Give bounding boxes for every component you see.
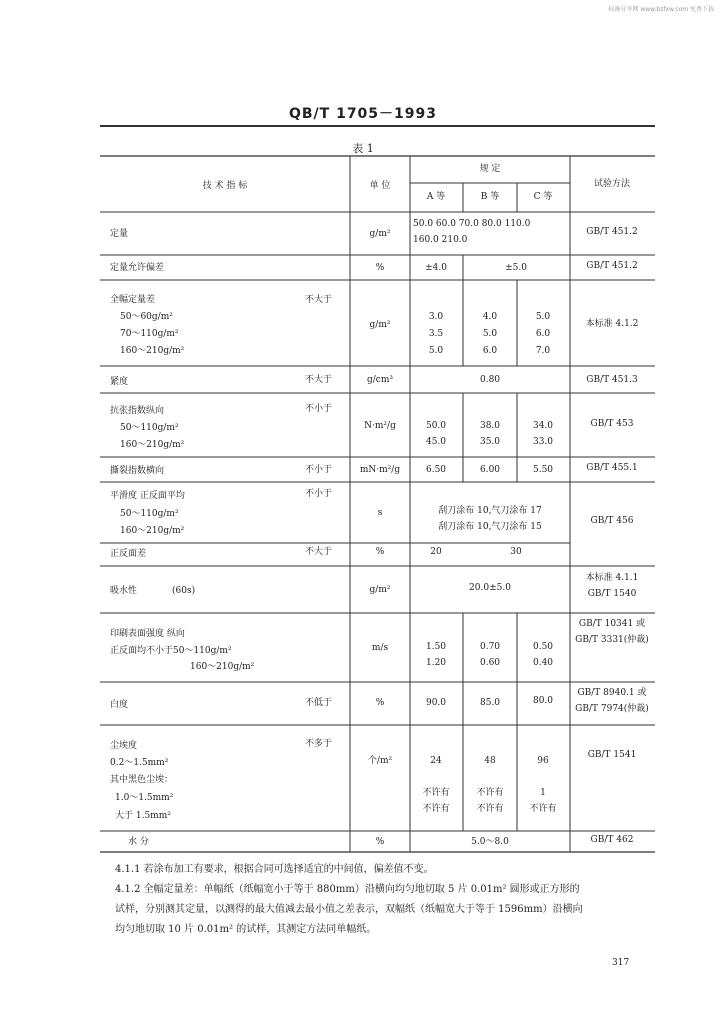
row-value: 85.0 bbox=[479, 698, 501, 708]
row-sub: 50～110g/m² bbox=[120, 423, 179, 433]
row-value: 6.00 bbox=[479, 465, 501, 475]
row-name: 印刷表面强度 纵向 bbox=[110, 629, 185, 639]
watermark: 标准分享网 www.bzfxw.com 免费下载 bbox=[608, 6, 714, 13]
row-value: 3.0 bbox=[428, 312, 444, 322]
row-limit: 不大于 bbox=[305, 295, 333, 305]
row-name: 定量 bbox=[110, 229, 129, 239]
row-value: 96 bbox=[537, 756, 549, 766]
row-method: GB/T 10341 或 bbox=[578, 619, 646, 629]
row-method: 本标准 4.1.2 bbox=[585, 319, 639, 329]
row-limit: 不小于 bbox=[305, 404, 333, 414]
row-value: 5.0 bbox=[428, 346, 444, 356]
row-name: 白度 bbox=[110, 700, 129, 710]
note-4-1-2-line2: 试样，分别测其定量，以测得的最大值减去最小值之差表示，双幅纸（纸幅宽大于等于 1596mm）沿横向 bbox=[115, 904, 583, 915]
row-value: 0.80 bbox=[479, 375, 501, 385]
row-value: 5.0 bbox=[482, 329, 498, 339]
row-method: GB/T 451.3 bbox=[586, 375, 638, 385]
row-value: 50.0 60.0 70.0 80.0 110.0 bbox=[413, 219, 531, 229]
row-sub: 70～110g/m² bbox=[120, 329, 179, 339]
header-indicator: 技 术 指 标 bbox=[202, 181, 248, 191]
table-caption: 表 1 bbox=[352, 142, 374, 155]
row-limit: 不小于 bbox=[305, 489, 333, 499]
row-name: 吸水性 bbox=[110, 586, 138, 596]
row-method: GB/T 7974(仲裁) bbox=[575, 704, 649, 714]
row-name: 紧度 bbox=[110, 377, 129, 387]
row-value: 1 bbox=[540, 788, 546, 798]
row-unit: s bbox=[377, 508, 383, 518]
row-sub: 大于 1.5mm² bbox=[115, 811, 171, 821]
row-sub: 160～210g/m² bbox=[120, 440, 185, 450]
row-sub: 50～60g/m² bbox=[120, 312, 173, 322]
header-grade-b: B 等 bbox=[480, 192, 500, 202]
row-method: GB/T 1541 bbox=[587, 750, 637, 760]
row-value: 不许有 bbox=[422, 788, 450, 798]
row-sub: 50～110g/m² bbox=[120, 509, 179, 519]
row-sub: 160～210g/m² bbox=[190, 662, 255, 672]
row-limit: 不低于 bbox=[305, 698, 333, 708]
row-value: 24 bbox=[430, 756, 442, 766]
row-value: 0.60 bbox=[479, 658, 501, 668]
row-limit: 不小于 bbox=[305, 465, 333, 475]
row-method: GB/T 3331(仲裁) bbox=[575, 635, 649, 645]
row-value: 1.20 bbox=[425, 658, 447, 668]
row-method: GB/T 455.1 bbox=[586, 463, 638, 473]
row-method: GB/T 456 bbox=[590, 516, 634, 526]
row-value: 3.5 bbox=[428, 329, 444, 339]
header-grade-a: A 等 bbox=[426, 192, 446, 202]
row-value: 7.0 bbox=[535, 346, 551, 356]
row-method: GB/T 451.2 bbox=[586, 261, 638, 271]
row-value: 0.70 bbox=[479, 642, 501, 652]
row-sub: 0.2～1.5mm² bbox=[110, 758, 169, 768]
row-name: 正反面差 bbox=[110, 549, 147, 559]
row-value: 5.50 bbox=[532, 465, 554, 475]
row-value: ±4.0 bbox=[425, 263, 447, 273]
header-grade-c: C 等 bbox=[533, 192, 553, 202]
row-unit: m/s bbox=[371, 643, 389, 653]
header-method: 试验方法 bbox=[593, 179, 631, 189]
row-value: ±5.0 bbox=[505, 263, 527, 273]
row-unit: g/m² bbox=[369, 320, 391, 330]
row-unit: N·m²/g bbox=[364, 421, 396, 431]
row-note: (60s) bbox=[172, 586, 196, 596]
row-value: 6.0 bbox=[482, 346, 498, 356]
row-value: 90.0 bbox=[425, 698, 447, 708]
row-unit: g/cm³ bbox=[367, 375, 393, 385]
row-name: 全幅定量差 bbox=[110, 295, 156, 305]
row-method: GB/T 8940.1 或 bbox=[577, 688, 647, 698]
standard-number: QB/T 1705－1993 bbox=[288, 106, 438, 122]
row-value: 6.0 bbox=[535, 329, 551, 339]
row-limit: 不大于 bbox=[305, 375, 333, 385]
row-value: 160.0 210.0 bbox=[413, 235, 468, 245]
row-value: 35.0 bbox=[479, 437, 501, 447]
row-sub: 1.0～1.5mm² bbox=[115, 793, 174, 803]
row-unit: % bbox=[375, 263, 385, 273]
row-value: 不许有 bbox=[422, 804, 450, 814]
row-value: 0.40 bbox=[532, 658, 554, 668]
header-spec: 规 定 bbox=[479, 164, 501, 174]
note-4-1-2-line1: 4.1.2 全幅定量差：单幅纸（纸幅宽小于等于 880mm）沿横向均匀地切取 5 片 0.01m² 圆形或正方形的 bbox=[115, 884, 580, 895]
row-unit: % bbox=[375, 837, 385, 847]
row-method: GB/T 453 bbox=[590, 419, 634, 429]
row-method: GB/T 451.2 bbox=[586, 227, 638, 237]
row-value: 4.0 bbox=[482, 312, 498, 322]
row-name: 尘埃度 bbox=[110, 741, 138, 751]
page-number: 317 bbox=[612, 958, 630, 968]
row-unit: % bbox=[375, 547, 385, 557]
row-value: 刮刀涂布 10,气刀涂布 15 bbox=[438, 522, 542, 532]
row-value: 30 bbox=[510, 547, 522, 557]
row-value: 80.0 bbox=[532, 696, 554, 706]
row-unit: 个/m² bbox=[367, 756, 393, 766]
row-unit: mN·m²/g bbox=[359, 465, 401, 475]
row-name: 撕裂指数横向 bbox=[110, 466, 165, 476]
row-sub: 160～210g/m² bbox=[120, 346, 185, 356]
row-name: 平滑度 正反面平均 bbox=[110, 491, 185, 501]
row-value: 5.0 bbox=[535, 312, 551, 322]
row-method: GB/T 1540 bbox=[587, 589, 637, 599]
row-value: 6.50 bbox=[425, 465, 447, 475]
row-value: 45.0 bbox=[425, 437, 447, 447]
header-unit: 单 位 bbox=[369, 181, 391, 191]
row-value: 不许有 bbox=[529, 804, 557, 814]
row-unit: g/m² bbox=[369, 585, 391, 595]
row-value: 5.0～8.0 bbox=[471, 837, 509, 847]
row-value: 33.0 bbox=[532, 437, 554, 447]
row-unit: % bbox=[375, 698, 385, 708]
row-value: 48 bbox=[484, 756, 496, 766]
row-limit: 不多于 bbox=[305, 739, 333, 749]
row-value: 20 bbox=[430, 547, 442, 557]
row-name: 抗张指数纵向 bbox=[110, 406, 165, 416]
note-4-1-1: 4.1.1 若涂布加工有要求，根据合同可选择适宜的中间值，偏差值不变。 bbox=[115, 864, 434, 875]
row-unit: g/m² bbox=[369, 229, 391, 239]
row-sub: 160～210g/m² bbox=[120, 526, 185, 536]
row-value: 1.50 bbox=[425, 642, 447, 652]
row-value: 34.0 bbox=[532, 421, 554, 431]
row-name: 水 分 bbox=[128, 837, 149, 847]
note-4-1-2-line3: 均匀地切取 10 片 0.01m² 的试样，其测定方法同单幅纸。 bbox=[115, 924, 377, 935]
row-name: 定量允许偏差 bbox=[110, 263, 165, 273]
row-sub: 正反面均不小于50～110g/m² bbox=[110, 646, 232, 656]
row-value: 不许有 bbox=[476, 804, 504, 814]
row-value: 20.0±5.0 bbox=[469, 583, 511, 593]
row-method: GB/T 462 bbox=[590, 835, 634, 845]
row-sub: 其中黑色尘埃： bbox=[110, 775, 174, 785]
row-value: 不许有 bbox=[476, 788, 504, 798]
row-value: 38.0 bbox=[479, 421, 501, 431]
row-method: 本标准 4.1.1 bbox=[585, 573, 639, 583]
row-value: 0.50 bbox=[532, 642, 554, 652]
row-limit: 不大于 bbox=[305, 547, 333, 557]
row-value: 刮刀涂布 10,气刀涂布 17 bbox=[438, 506, 542, 516]
row-value: 50.0 bbox=[425, 421, 447, 431]
